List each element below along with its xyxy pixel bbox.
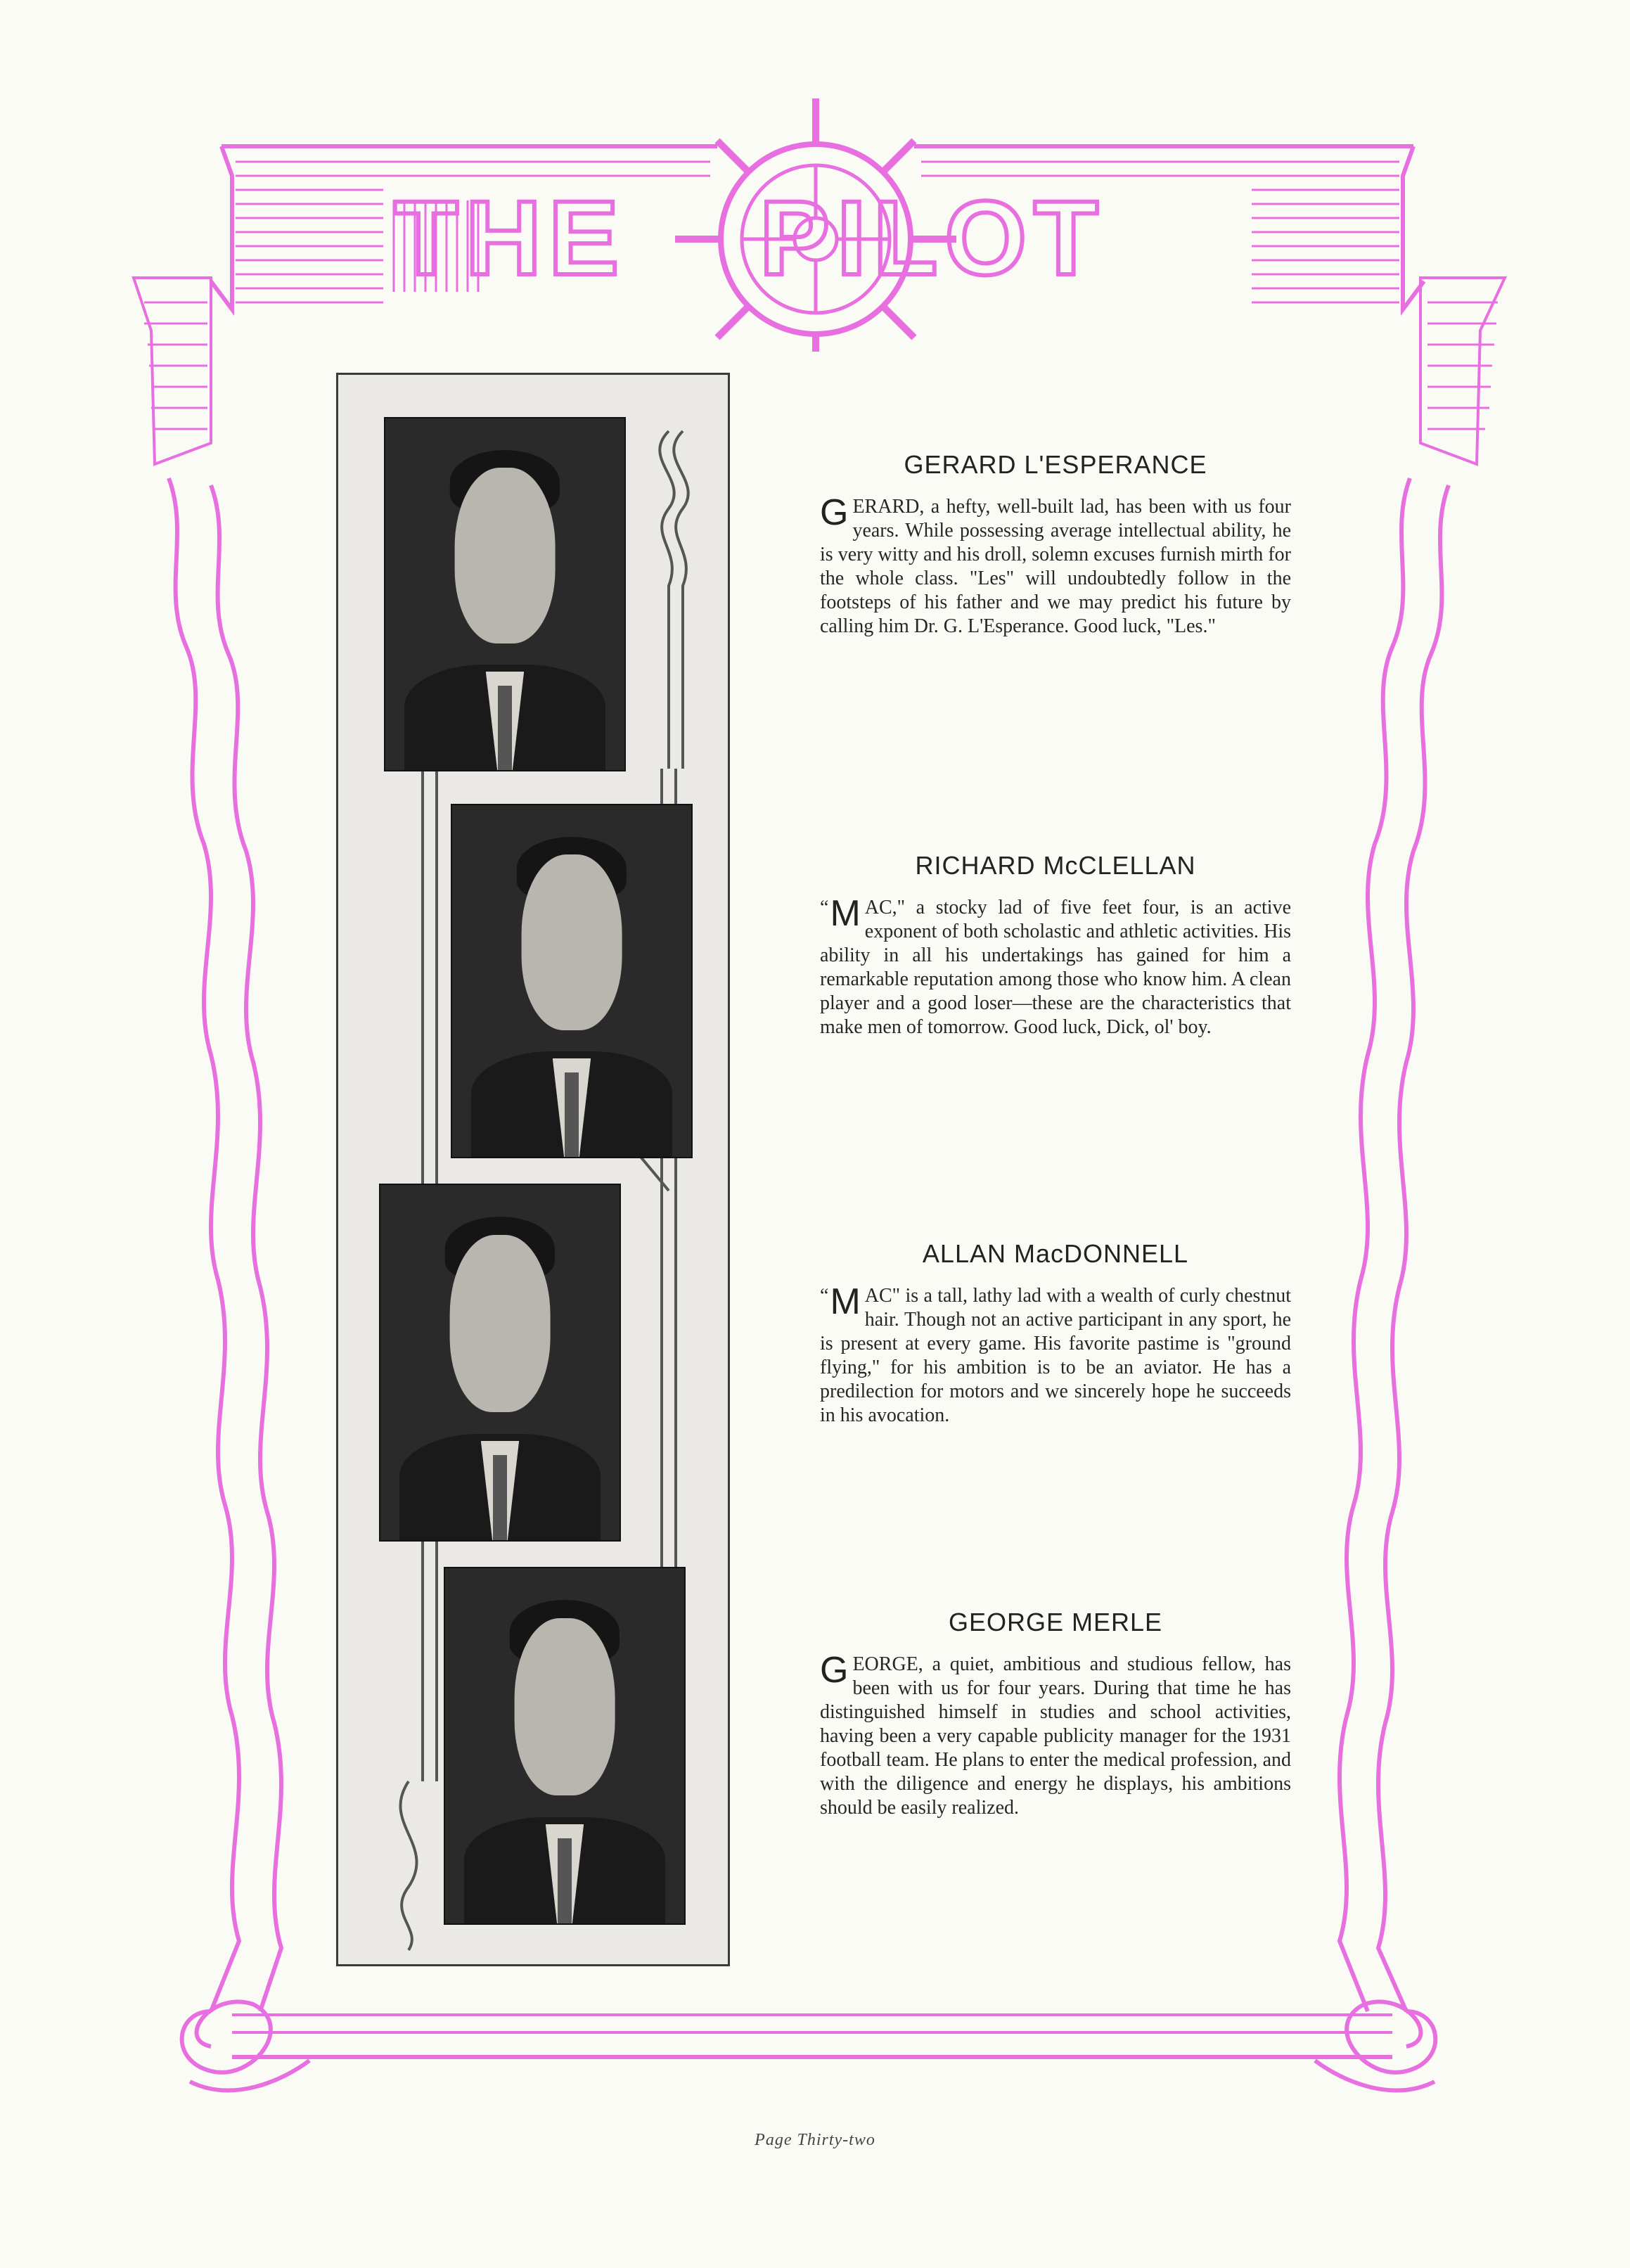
title-the: THE [394, 178, 626, 297]
open-quote: “ [820, 897, 829, 918]
entry-body [820, 492, 1291, 639]
drop-cap: G [820, 492, 849, 533]
entry-text: AC," a stocky lad of five feet four, is an active exponent of both scholastic and athletic activities. His ability in all his undertakings has gained for him a remarkable reputation among those who know him. A clean player and a good loser—these are the characteristics that make men of tomorrow. Good luck, Dick, ol' boy. [820, 897, 1291, 1038]
entry-body [820, 1650, 1291, 1820]
page-number: Page Thirty-two [755, 2131, 875, 2149]
portrait-george [444, 1567, 686, 1925]
entry-george [820, 1608, 1291, 1820]
entry-text: AC" is a tall, lathy lad with a wealth of curly chestnut hair. Though not an active participant in any sport, he is present at every game. His favorite pastime is "ground flying," for his ambition is to be an aviator. He has a predilection for motors and we sincerely hope he succeeds in his avocation. [820, 1285, 1291, 1426]
drop-cap: M [830, 1281, 861, 1322]
photo-panel [336, 373, 730, 1966]
entry-name: GEORGE MERLE [948, 1608, 1163, 1636]
entry-body [820, 1281, 1291, 1428]
entry-name: RICHARD McCLELLAN [915, 851, 1196, 880]
entry-body [820, 893, 1291, 1039]
entry-text: EORGE, a quiet, ambitious and studious fellow, has been with us for four years. During that time he has distinguished himself in studies and school activities, having been a very capable publicity manager for the 1931 football team. He plans to enter the medical profession, and with the diligence and energy he displays, his ambitions should be easily realized. [820, 1653, 1291, 1819]
portrait-allan [379, 1184, 621, 1542]
entry-name: GERARD L'ESPERANCE [904, 450, 1207, 479]
entry-allan [820, 1239, 1291, 1428]
entry-text: ERARD, a hefty, well-built lad, has been with us four years. While possessing average intellectual ability, he is very witty and his droll, solemn excuses furnish mirth for the whole class. "Les" will undoubtedly follow in the footsteps of his father and we may predict his future by calling him Dr. G. L'Esperance. Good luck, "Les." [820, 496, 1291, 637]
portrait-richard [451, 804, 693, 1158]
portrait-gerard [384, 417, 626, 771]
drop-cap: M [830, 893, 861, 934]
entry-richard [820, 851, 1291, 1039]
drop-cap: G [820, 1650, 849, 1691]
entry-gerard [820, 450, 1291, 639]
entry-name: ALLAN MacDONNELL [922, 1239, 1189, 1268]
open-quote: “ [820, 1285, 829, 1307]
title-pilot: PILOT [759, 178, 1105, 297]
